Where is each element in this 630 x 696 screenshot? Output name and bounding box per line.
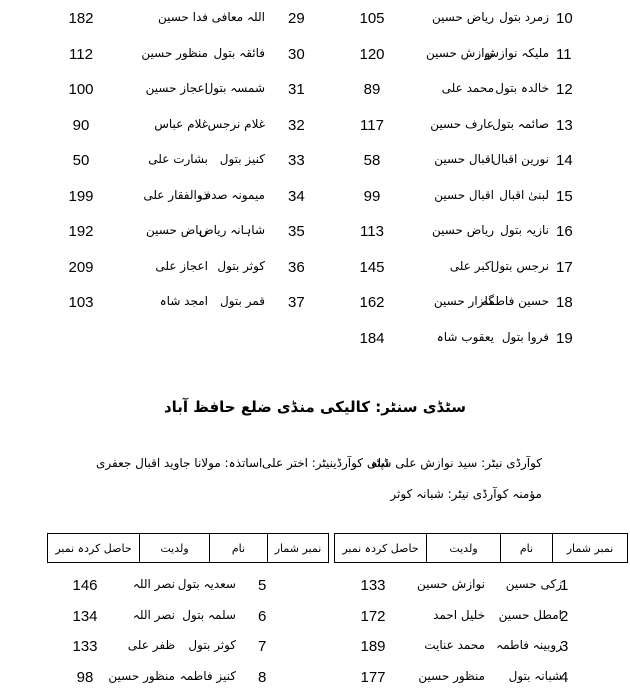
study-center-title: سٹڈی سنٹر: کالیکی منڈی ضلع حافظ آباد (163, 398, 467, 416)
marks-obtained: 98 (76, 668, 94, 686)
father-name: ظفر علی (127, 638, 175, 652)
student-name: روبینہ فاطمہ (496, 638, 562, 652)
serial-number: 16 (556, 223, 573, 240)
header-sr: نمبر شمار (553, 534, 628, 563)
student-name: نورین اقبال (492, 152, 549, 166)
list-item (0, 75, 630, 105)
header-marks: حاصل کردہ نمبر (48, 534, 140, 563)
serial-number: 32 (288, 116, 305, 134)
father-name: فدا حسین (157, 10, 208, 24)
list-item (0, 632, 630, 662)
student-name: نرجس بتول (490, 258, 549, 273)
list-item (0, 602, 630, 632)
header-name: نام (501, 534, 553, 563)
list-item (0, 324, 630, 354)
female-coordinator-line: مؤمنہ کوآرڈی نیٹر: شبانہ کوثر (390, 487, 542, 501)
header-name: نام (210, 534, 268, 563)
teachers-line: اساتذہ: مولانا جاوید اقبال جعفری (96, 456, 263, 470)
student-name: شمسہ بتول (204, 81, 265, 95)
serial-number: 11 (556, 45, 572, 63)
marks-obtained: 209 (68, 258, 94, 276)
student-name: سلمہ بتول (182, 607, 236, 622)
serial-number: 5 (258, 577, 267, 594)
serial-number: 13 (556, 116, 573, 134)
student-name: کنیز فاطمہ (179, 668, 236, 683)
right-table-header (334, 533, 628, 563)
marks-obtained: 189 (360, 638, 386, 655)
marks-obtained: 99 (363, 187, 381, 205)
serial-number: 3 (560, 638, 569, 655)
list-item (0, 40, 630, 70)
student-name: زمرد بتول (499, 10, 549, 24)
student-name: زکی حسین (505, 577, 562, 591)
father-name: ریاض حسین (432, 10, 494, 24)
serial-number: 8 (258, 668, 267, 686)
list-item (0, 663, 630, 693)
father-name: یعقوب شاہ (436, 329, 494, 344)
father-name: اقبال حسین (434, 187, 494, 202)
father-name: نوازش حسین (416, 577, 485, 591)
list-item (0, 146, 630, 176)
marks-obtained: 113 (360, 223, 384, 240)
father-name: محمد علی (441, 81, 494, 95)
serial-number: 10 (556, 10, 573, 27)
father-name: محمد عنایت (424, 638, 485, 652)
marks-obtained: 103 (68, 294, 94, 311)
serial-number: 12 (556, 81, 573, 98)
marks-obtained: 145 (359, 258, 385, 276)
father-name: عارف حسین (430, 116, 494, 131)
serial-number: 31 (288, 81, 305, 98)
father-name: اعجاز حسین (145, 81, 208, 95)
father-name: امجد شاہ (159, 294, 208, 308)
father-name: نصر اللہ (132, 577, 175, 591)
father-name: اقبال حسین (434, 152, 494, 166)
student-name: شاہانہ ریاض (199, 223, 265, 237)
marks-obtained: 182 (68, 10, 94, 27)
student-name: اللہ معافی (211, 10, 265, 24)
serial-number: 14 (556, 152, 573, 169)
student-name: حسین فاطمہ (481, 294, 549, 308)
student-name: نازیہ بتول (500, 223, 549, 237)
father-name: ریاض حسین (146, 223, 208, 237)
serial-number: 33 (288, 152, 305, 169)
father-name: اعجاز علی (155, 258, 208, 273)
header-father: ولدیت (140, 534, 210, 563)
student-name: امطل حسین (498, 607, 562, 622)
marks-obtained: 134 (72, 607, 98, 625)
father-name: منظور حسین (141, 45, 208, 60)
marks-obtained: 177 (360, 668, 386, 686)
serial-number: 35 (288, 223, 305, 240)
father-name: خلیل احمد (433, 607, 485, 622)
serial-number: 15 (556, 187, 573, 205)
father-name: نصر اللہ (132, 607, 175, 622)
marks-obtained: 89 (363, 81, 381, 98)
father-name: ذوالفقار علی (143, 187, 208, 202)
marks-obtained: 199 (68, 187, 94, 205)
student-name: فائقہ بتول (213, 45, 265, 60)
list-item (0, 571, 630, 601)
father-name: نوازش حسین (425, 45, 494, 60)
list-item (0, 111, 630, 141)
marks-obtained: 100 (68, 81, 94, 98)
student-name: کنیز بتول (219, 152, 265, 166)
marks-obtained: 50 (72, 152, 90, 169)
serial-number: 6 (258, 607, 267, 625)
serial-number: 4 (560, 668, 569, 686)
list-item (0, 4, 630, 34)
serial-number: 1 (560, 577, 569, 594)
student-name: کوثر بتول (217, 258, 265, 273)
deputy-coordinator-line: ڈپٹی کوآرڈینیٹر: اختر علی (262, 456, 390, 470)
marks-obtained: 120 (359, 45, 385, 63)
marks-obtained: 133 (72, 638, 98, 655)
serial-number: 37 (288, 294, 305, 311)
marks-obtained: 105 (359, 10, 385, 27)
serial-number: 7 (258, 638, 267, 655)
serial-number: 29 (288, 10, 305, 27)
serial-number: 34 (288, 187, 305, 205)
serial-number: 19 (556, 329, 573, 347)
serial-number: 17 (556, 258, 573, 276)
student-name: لبنیٰ اقبال (499, 187, 549, 202)
father-name: گلزار حسین (433, 294, 494, 308)
student-name: شبانہ بتول (508, 668, 562, 683)
list-item (0, 217, 630, 247)
father-name: بشارت علی (148, 152, 208, 166)
father-name: منظور حسین (418, 668, 485, 683)
student-name: صائمہ بتول (492, 116, 549, 131)
student-name: کوثر بتول (188, 638, 236, 652)
marks-obtained: 117 (360, 116, 384, 134)
marks-obtained: 192 (68, 223, 94, 240)
marks-obtained: 133 (360, 577, 386, 594)
serial-number: 36 (288, 258, 305, 276)
father-name: غلام عباس (154, 116, 208, 131)
student-name: ملیکہ نوازش (484, 45, 549, 60)
header-sr: نمبر شمار (268, 534, 329, 563)
left-table-header (47, 533, 329, 563)
student-name: غلام نرجس (207, 116, 265, 131)
student-name: سعدیہ بتول (177, 577, 236, 591)
marks-obtained: 172 (360, 607, 386, 625)
serial-number: 18 (556, 294, 573, 311)
list-item (0, 253, 630, 283)
header-marks: حاصل کردہ نمبر (335, 534, 427, 563)
serial-number: 2 (560, 607, 569, 625)
header-father: ولدیت (427, 534, 501, 563)
marks-obtained: 112 (69, 45, 93, 63)
student-name: قمر بتول (220, 294, 265, 308)
coordinator-line: کوآرڈی نیٹر: سید نوازش علی شاہ (370, 456, 542, 470)
list-item (0, 288, 630, 318)
student-name: میمونہ صدف (198, 187, 265, 202)
student-name: خالدہ بتول (495, 81, 549, 95)
marks-obtained: 146 (72, 577, 98, 594)
father-name: ریاض حسین (432, 223, 494, 237)
list-item (0, 182, 630, 212)
marks-obtained: 162 (359, 294, 385, 311)
marks-obtained: 184 (359, 329, 385, 347)
father-name: اکبر علی (449, 258, 494, 273)
student-name: فروا بتول (501, 329, 549, 344)
father-name: منظور حسین (108, 668, 175, 683)
marks-obtained: 58 (363, 152, 381, 169)
serial-number: 30 (288, 45, 305, 63)
marks-obtained: 90 (72, 116, 90, 134)
